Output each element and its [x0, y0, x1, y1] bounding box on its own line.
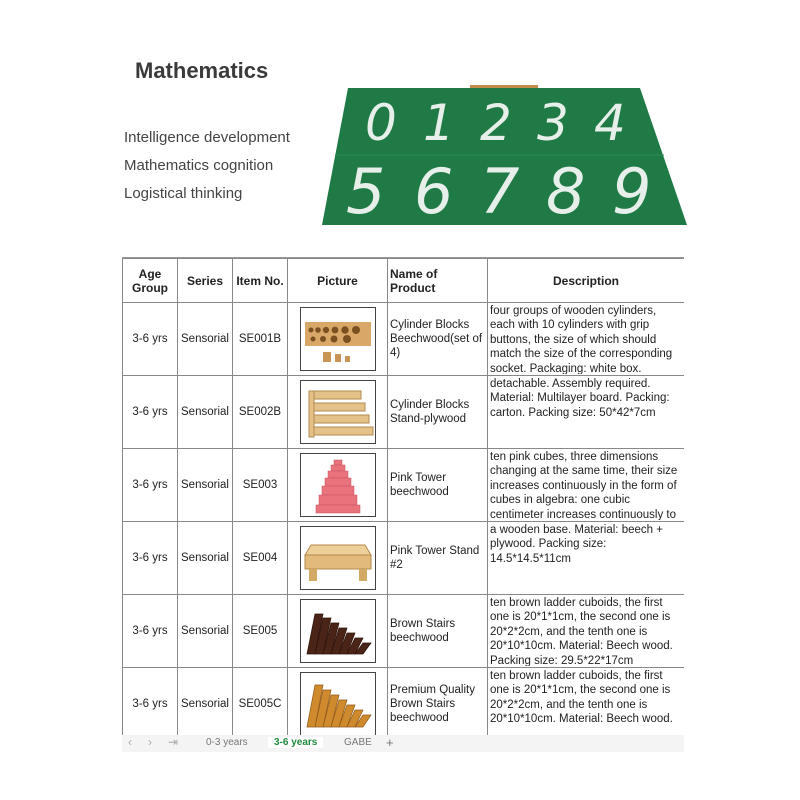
cell-product-name[interactable]: Brown Stairs beechwood: [388, 595, 488, 668]
digit-0: 0: [365, 94, 397, 152]
cell-item-no[interactable]: SE005C: [233, 668, 288, 737]
tab-0-3-years[interactable]: 0-3 years: [206, 737, 248, 748]
description-text: ten brown ladder cuboids, the first one is 20*1*1cm, the second one is 20*2*2cm, and the tenth one is 20*10*10cm. Material: Beech wood. Packing size: 29.5*22*17cm: [490, 597, 673, 666]
premium-stairs-icon: [300, 672, 376, 736]
cell-description[interactable]: [488, 449, 685, 522]
cell-age[interactable]: 3-6 yrs: [123, 668, 178, 737]
cell-item-no[interactable]: SE004: [233, 522, 288, 595]
table-row[interactable]: [123, 303, 685, 376]
brown-stairs-icon: [300, 599, 376, 663]
cell-age[interactable]: 3-6 yrs: [123, 522, 178, 595]
stand-icon: [300, 380, 376, 444]
digit-4: 4: [594, 94, 626, 152]
cell-picture[interactable]: [288, 668, 388, 737]
last-sheet-icon[interactable]: ⇥: [168, 735, 179, 749]
header-series: Series: [178, 259, 233, 303]
cell-age[interactable]: 3-6 yrs: [123, 595, 178, 668]
digit-2: 2: [480, 94, 512, 152]
header-name: Name of Product: [388, 259, 488, 303]
cell-picture[interactable]: [288, 449, 388, 522]
header-picture: Picture: [288, 259, 388, 303]
cell-description[interactable]: [488, 668, 685, 737]
cell-item-no[interactable]: SE005: [233, 595, 288, 668]
cell-age[interactable]: 3-6 yrs: [123, 303, 178, 376]
sheet-tab-bar: [122, 735, 684, 752]
description-text: ten pink cubes, three dimensions changing at the same time, their size increases continuously in the form of cubes in algebra: one cubic centimeter increases continuously to: [490, 451, 678, 520]
cell-description[interactable]: [488, 303, 685, 376]
cell-item-no[interactable]: SE002B: [233, 376, 288, 449]
digit-8: 8: [546, 155, 586, 228]
digit-9: 9: [612, 155, 652, 228]
cell-picture[interactable]: [288, 376, 388, 449]
cell-series[interactable]: Sensorial: [178, 376, 233, 449]
table-row[interactable]: [123, 376, 685, 449]
digit-6: 6: [414, 155, 454, 228]
digit-7: 7: [480, 155, 520, 228]
page-title: Mathematics: [135, 58, 269, 83]
cell-description[interactable]: [488, 595, 685, 668]
number-board-image: [322, 85, 687, 230]
table-row[interactable]: [123, 449, 685, 522]
digit-5: 5: [346, 155, 386, 228]
cell-series[interactable]: Sensorial: [178, 303, 233, 376]
cell-age[interactable]: 3-6 yrs: [123, 449, 178, 522]
first-sheet-icon[interactable]: ‹: [128, 735, 132, 749]
tower-stand-icon: [300, 526, 376, 590]
cell-description[interactable]: [488, 522, 685, 595]
feature-item: Logistical thinking: [124, 185, 243, 202]
feature-list: [124, 124, 290, 208]
cell-picture[interactable]: [288, 595, 388, 668]
cell-product-name[interactable]: Pink Tower beechwood: [388, 449, 488, 522]
next-sheet-icon[interactable]: ›: [148, 735, 152, 749]
header-description: Description: [488, 259, 685, 303]
cell-item-no[interactable]: SE001B: [233, 303, 288, 376]
feature-item: Mathematics cognition: [124, 157, 274, 174]
cell-picture[interactable]: [288, 303, 388, 376]
cell-series[interactable]: Sensorial: [178, 522, 233, 595]
cell-series[interactable]: Sensorial: [178, 449, 233, 522]
description-text: a wooden base. Material: beech + plywood. Packing size: 14.5*14.5*11cm: [490, 524, 663, 565]
table-header-row: [123, 259, 685, 303]
header-age-group: Age Group: [123, 259, 178, 303]
cell-series[interactable]: Sensorial: [178, 668, 233, 737]
description-text: four groups of wooden cylinders, each with 10 cylinders with grip buttons, the size of which should match the size of the corresponding socket. Packaging: white box.: [490, 305, 673, 374]
tab-gabe[interactable]: GABE: [344, 737, 372, 748]
table-row[interactable]: [123, 595, 685, 668]
table-row[interactable]: [123, 522, 685, 595]
cell-item-no[interactable]: SE003: [233, 449, 288, 522]
description-text: ten brown ladder cuboids, the first one is 20*1*1cm, the second one is 20*2*2cm, and the tenth one is 20*10*10cm. Material: Beech wood.: [490, 670, 673, 726]
pink-tower-icon: [300, 453, 376, 517]
cell-product-name[interactable]: Cylinder Blocks Stand-plywood: [388, 376, 488, 449]
cell-product-name[interactable]: Pink Tower Stand #2: [388, 522, 488, 595]
description-text: detachable. Assembly required. Material: Multilayer board. Packing: carton. Packing size: 50*42*7cm: [490, 378, 670, 419]
cell-picture[interactable]: [288, 522, 388, 595]
feature-item: Intelligence development: [124, 129, 290, 146]
table-row[interactable]: [123, 668, 685, 737]
cylinder-blocks-icon: [300, 307, 376, 371]
add-sheet-button[interactable]: +: [386, 735, 394, 750]
product-spreadsheet[interactable]: [122, 257, 684, 736]
cell-description[interactable]: [488, 376, 685, 449]
tab-3-6-years[interactable]: 3-6 years: [268, 737, 323, 748]
digit-3: 3: [537, 94, 569, 152]
cell-series[interactable]: Sensorial: [178, 595, 233, 668]
cell-product-name[interactable]: Cylinder Blocks Beechwood(set of 4): [388, 303, 488, 376]
product-table: [122, 258, 684, 736]
cell-product-name[interactable]: Premium Quality Brown Stairs beechwood: [388, 668, 488, 737]
digit-1: 1: [423, 94, 455, 152]
header-item-no: Item No.: [233, 259, 288, 303]
cell-age[interactable]: 3-6 yrs: [123, 376, 178, 449]
